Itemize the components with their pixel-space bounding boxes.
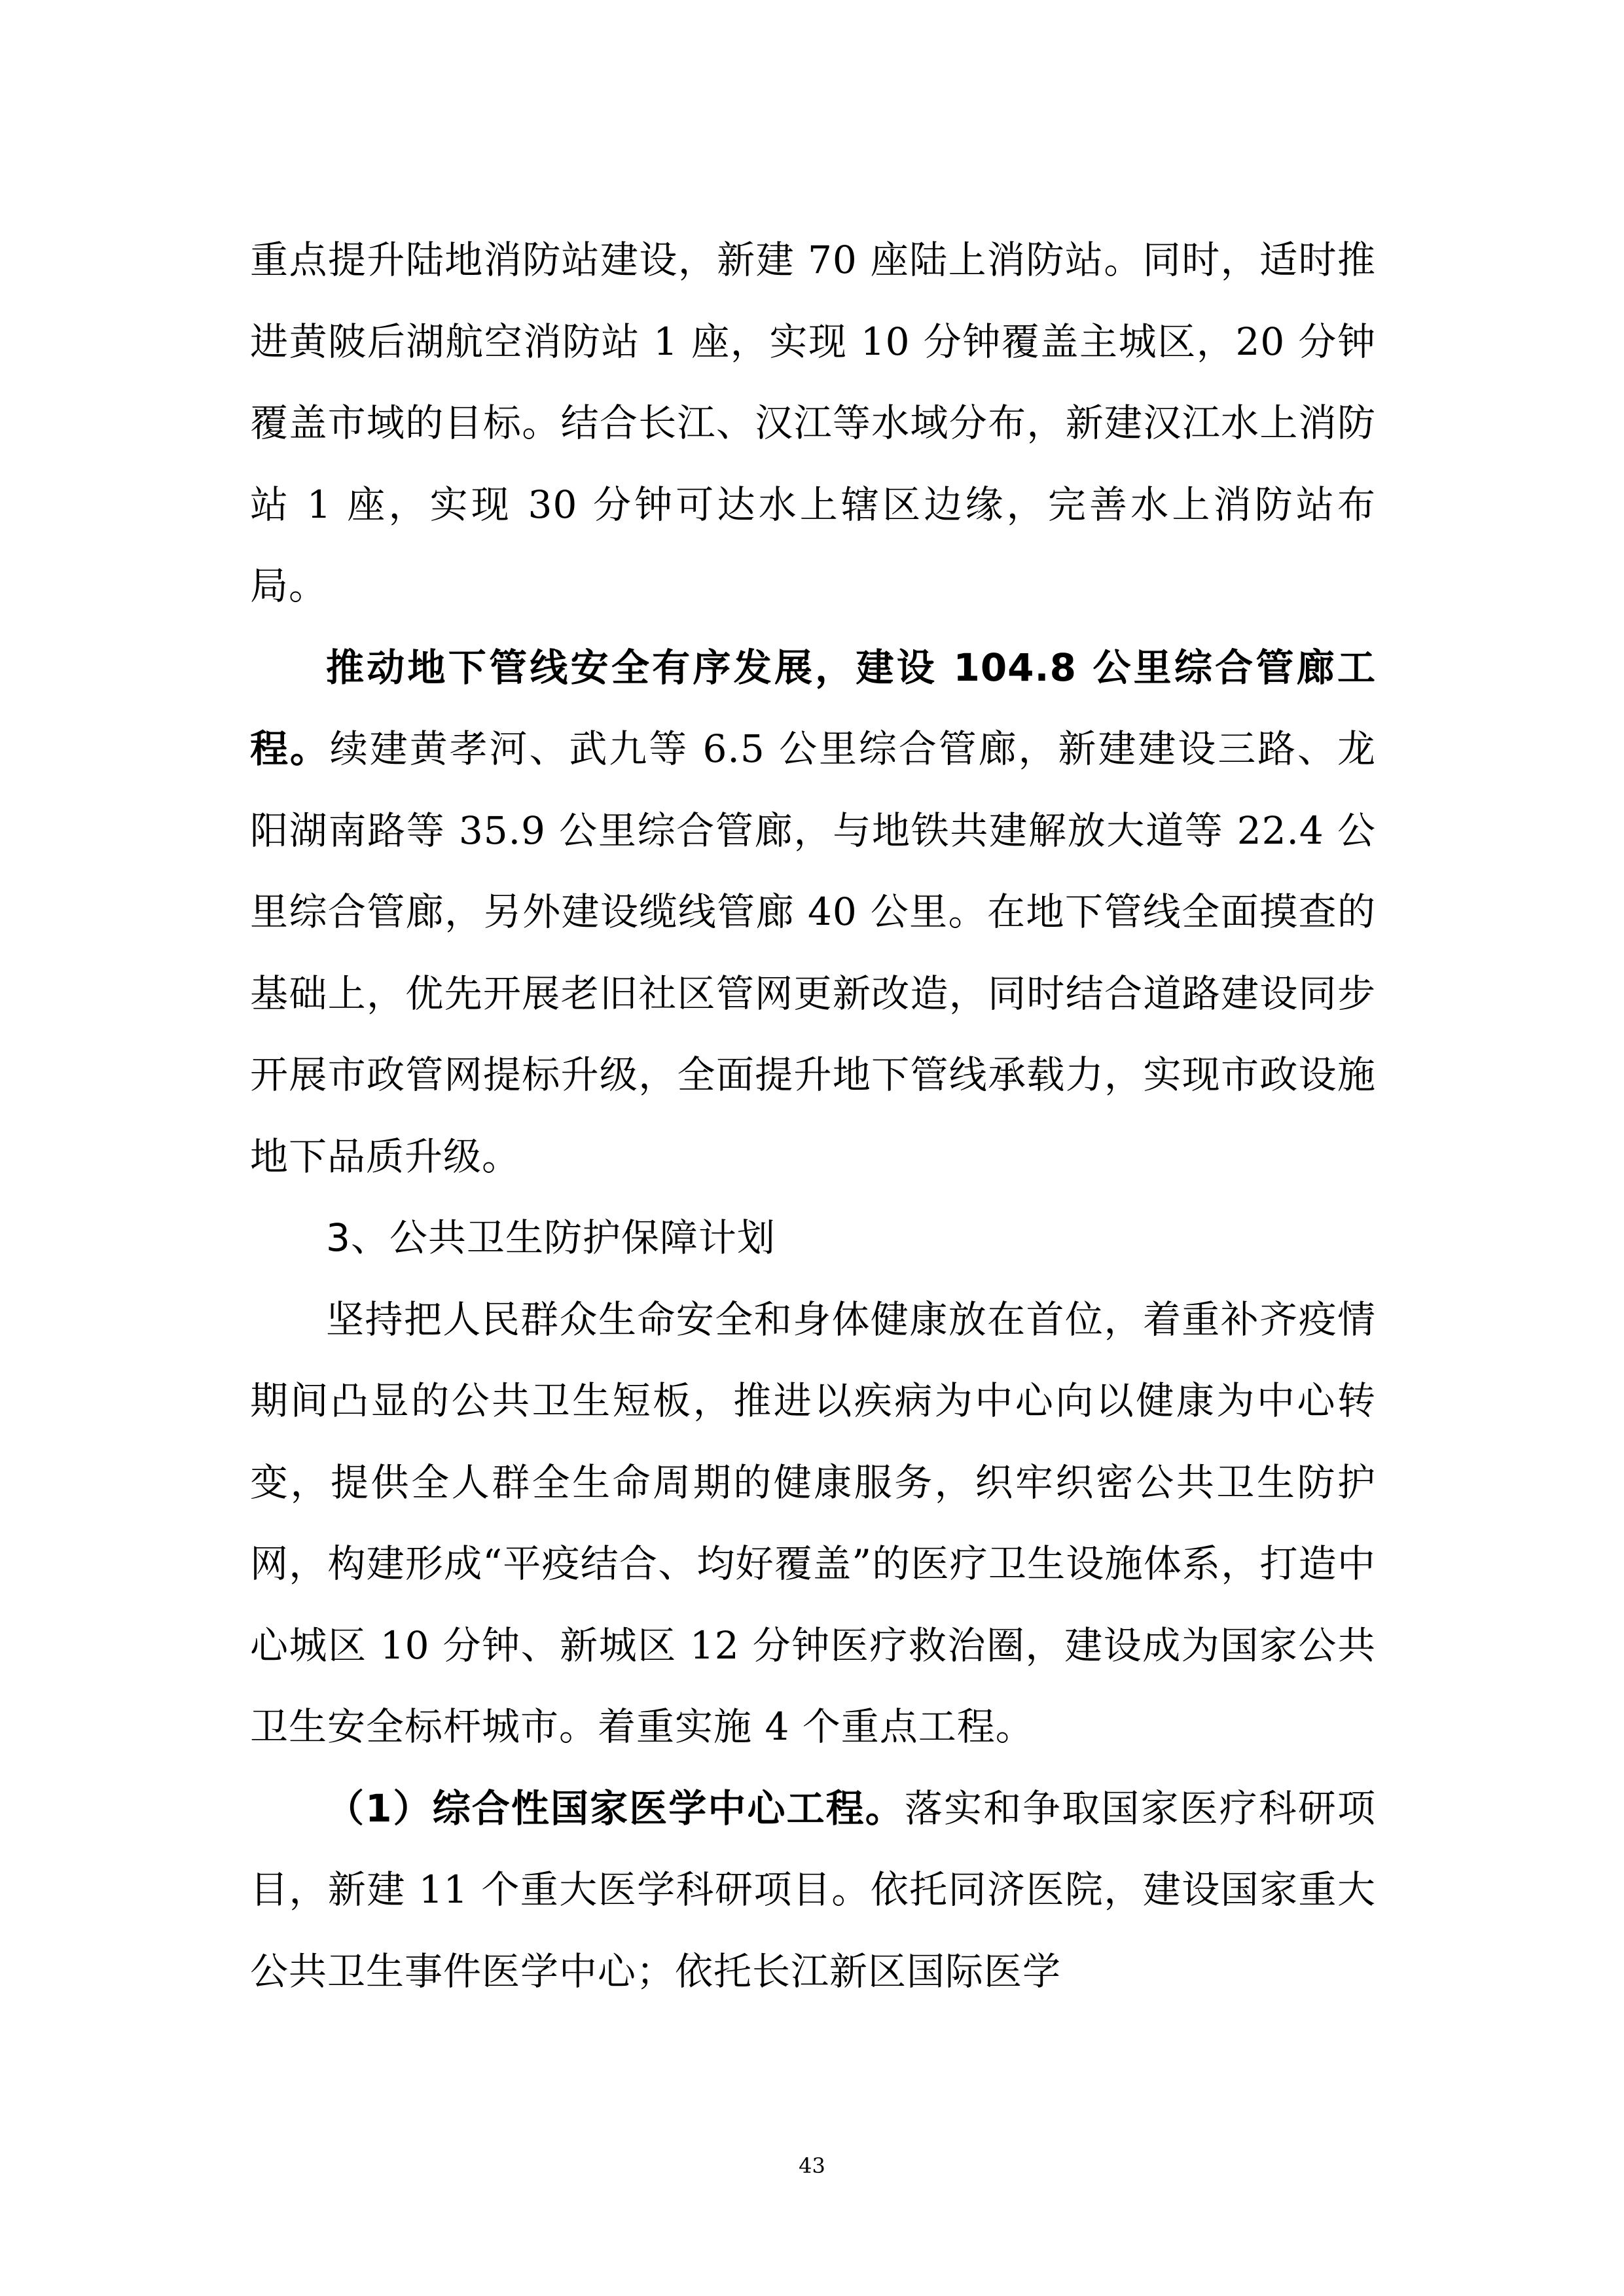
paragraph-public-health bbox=[250, 1279, 1376, 1768]
paragraph-bold-lead: （1）综合性国家医学中心工程。 bbox=[326, 1785, 905, 1831]
paragraph-text: 坚持把人民群众生命安全和身体健康放在首位，着重补齐疫情期间凸显的公共卫生短板，推进以疾病为中心向以健康为中心转变，提供全人群全生命周期的健康服务，织牢织密公共卫生防护网，构建形成“平疫结合、均好覆盖”的医疗卫生设施体系，打造中心城区 10 分钟、新城区 12 分钟医疗救治圈，建设成为国家公共卫生安全标杆城市。着重实施 4 个重点工程。 bbox=[250, 1297, 1376, 1749]
paragraph-medical-center bbox=[250, 1768, 1376, 2013]
section-heading: 3、公共卫生防护保障计划 bbox=[326, 1215, 776, 1260]
paragraph-text: 落实和争取国家医疗科研项目，新建 11 个重大医学科研项目。依托同济医院，建设国家重大公共卫生事件医学中心；依托长江新区国际医学 bbox=[250, 1785, 1376, 1994]
paragraph-fire-stations bbox=[250, 219, 1376, 627]
paragraph-utility-tunnels bbox=[250, 627, 1376, 1198]
page-number: 43 bbox=[799, 2153, 825, 2178]
paragraph-text: 重点提升陆地消防站建设，新建 70 座陆上消防站。同时，适时推进黄陂后湖航空消防站 1 座，实现 10 分钟覆盖主城区，20 分钟覆盖市域的目标。结合长江、汉江等水域分布，新建汉江水上消防站 1 座，实现 30 分钟可达水上辖区边缘，完善水上消防站布局。 bbox=[250, 238, 1376, 608]
paragraph-bold-lead: 推动地下管线安全有序发展，建设 104.8 公里综合管廊工程。 bbox=[250, 645, 1376, 771]
paragraph-text: 续建黄孝河、武九等 6.5 公里综合管廊，新建建设三路、龙阳湖南路等 35.9 公里综合管廊，与地铁共建解放大道等 22.4 公里综合管廊，另外建设缆线管廊 40 公里。在地下管线全面摸查的基础上，优先开展老旧社区管网更新改造，同时结合道路建设同步开展市政管网提标升级，全面提升地下管线承载力，实现市政设施地下品质升级。 bbox=[250, 726, 1376, 1179]
document-page bbox=[250, 219, 1376, 2012]
